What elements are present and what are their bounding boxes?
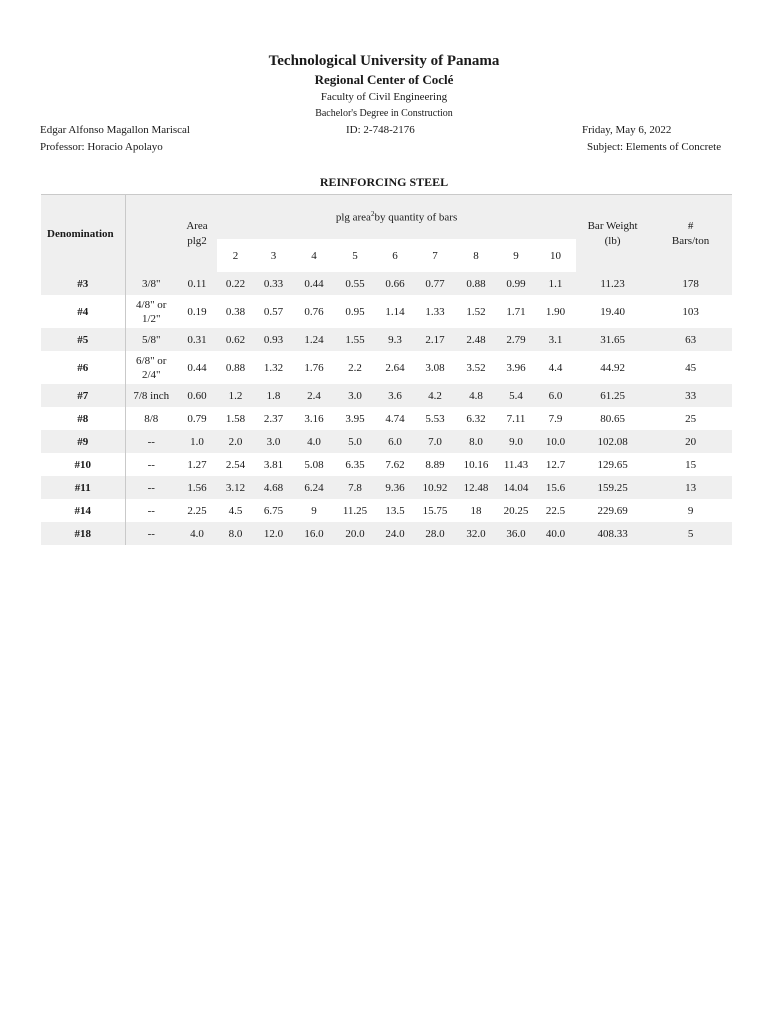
quantity-area-cell: 0.77 (415, 272, 455, 295)
quantity-area-cell: 1.52 (466, 305, 486, 318)
quantity-area-cell: 40.0 (535, 522, 576, 545)
quantity-area-cell: 0.22 (217, 272, 254, 295)
size-cell: 4/8" or 1/2" (136, 298, 167, 325)
bars-per-ton-cell: 9 (687, 504, 694, 517)
header-denomination: Denomination (41, 195, 125, 273)
quantity-area-cell: 0.33 (254, 272, 293, 295)
bars-per-ton-cell: 13 (649, 476, 732, 499)
area-cell: 0.11 (177, 272, 217, 295)
quantity-area-cell: 9.3 (375, 328, 415, 351)
quantity-area-cell: 0.88 (225, 361, 246, 374)
size-cell: -- (147, 504, 155, 517)
quantity-area-cell: 1.14 (385, 305, 405, 318)
bar-weight-cell: 11.23 (576, 272, 649, 295)
faculty-title: Faculty of Civil Engineering (320, 91, 448, 103)
area-cell: 0.19 (187, 305, 207, 318)
quantity-area-cell: 14.04 (497, 476, 535, 499)
quantity-area-cell: 1.1 (535, 272, 576, 295)
table-row (41, 351, 732, 384)
quantity-area-cell: 2.48 (455, 328, 497, 351)
quantity-area-cell: 24.0 (375, 522, 415, 545)
size-cell: 7/8 inch (125, 384, 177, 407)
student-name: Edgar Alfonso Magallon Mariscal (40, 124, 190, 136)
quantity-area-cell: 5.0 (335, 430, 375, 453)
area-cell: 0.31 (177, 328, 217, 351)
quantity-area-cell: 2.0 (217, 430, 254, 453)
quantity-area-cell: 16.0 (293, 522, 335, 545)
quantity-area-cell: 4.2 (415, 384, 455, 407)
bars-per-ton-cell: 5 (649, 522, 732, 545)
table-title: REINFORCING STEEL (319, 175, 449, 189)
table-row (41, 453, 732, 476)
quantity-area-cell: 7.11 (506, 412, 526, 425)
table-row (41, 272, 732, 295)
quantity-area-cell: 9.0 (497, 430, 535, 453)
quantity-area-cell: 7.9 (548, 412, 563, 425)
bars-per-ton-cell: 15 (685, 458, 697, 471)
quantity-area-cell: 1.58 (225, 412, 246, 425)
denomination-cell: #18 (41, 522, 125, 545)
quantity-area-cell: 12.7 (545, 458, 566, 471)
size-cell: -- (125, 522, 177, 545)
bar-weight-cell: 408.33 (576, 522, 649, 545)
quantity-area-cell: 9.36 (375, 476, 415, 499)
quantity-area-cell: 5.08 (304, 458, 324, 471)
reinforcing-steel-table (41, 194, 732, 545)
area-cell: 0.60 (177, 384, 217, 407)
quantity-area-cell: 7.8 (335, 476, 375, 499)
quantity-area-cell: 4.0 (293, 430, 335, 453)
quantity-area-cell: 12.0 (254, 522, 293, 545)
quantity-area-cell: 0.57 (263, 305, 284, 318)
quantity-area-cell: 11.25 (342, 504, 368, 517)
quantity-area-cell: 5.4 (497, 384, 535, 407)
bar-weight-cell: 129.65 (597, 458, 628, 471)
table-row (41, 499, 732, 522)
quantity-area-cell: 18 (470, 504, 482, 517)
quantity-area-cell: 1.33 (425, 305, 445, 318)
area-cell: 1.56 (177, 476, 217, 499)
size-cell: -- (147, 458, 155, 471)
quantity-area-cell: 10.92 (415, 476, 455, 499)
table-row (41, 522, 732, 545)
quantity-area-cell: 5.53 (425, 412, 445, 425)
quantity-area-cell: 3.52 (466, 361, 486, 374)
quantity-area-cell: 4.5 (228, 504, 243, 517)
university-title: Technological University of Panama (268, 53, 500, 69)
size-cell: 3/8" (125, 272, 177, 295)
bar-weight-cell: 61.25 (576, 384, 649, 407)
quantity-area-cell: 11.43 (503, 458, 529, 471)
header-qty-5: 5 (335, 239, 375, 272)
quantity-area-cell: 1.24 (293, 328, 335, 351)
denomination-cell: #5 (41, 328, 125, 351)
quantity-area-cell: 3.95 (345, 412, 365, 425)
header-bars-per-ton (649, 195, 732, 273)
quantity-area-cell: 32.0 (455, 522, 497, 545)
quantity-area-cell: 3.12 (217, 476, 254, 499)
quantity-area-cell: 7.62 (385, 458, 405, 471)
quantity-area-cell: 0.66 (375, 272, 415, 295)
quantity-area-cell: 15.75 (422, 504, 448, 517)
header-group-suffix: by quantity of bars (374, 211, 458, 224)
quantity-area-cell: 1.2 (217, 384, 254, 407)
size-cell: 8/8 (144, 412, 159, 425)
area-cell: 0.79 (187, 412, 207, 425)
bars-per-ton-cell: 33 (649, 384, 732, 407)
quantity-area-cell: 10.0 (535, 430, 576, 453)
quantity-area-cell: 3.81 (263, 458, 284, 471)
header-bar-weight (576, 195, 649, 273)
denomination-cell: #7 (41, 384, 125, 407)
header-qty-10: 10 (535, 239, 576, 272)
denomination-cell: #8 (41, 407, 125, 430)
quantity-area-cell: 6.32 (466, 412, 486, 425)
quantity-area-cell: 10.16 (463, 458, 489, 471)
quantity-area-cell: 1.71 (506, 305, 526, 318)
denomination-cell: #4 (41, 295, 125, 328)
quantity-area-cell: 4.8 (455, 384, 497, 407)
header-weight-line2: (lb) (604, 235, 621, 247)
bars-per-ton-cell: 103 (682, 305, 699, 318)
area-cell: 1.27 (187, 458, 207, 471)
quantity-area-cell: 2.17 (415, 328, 455, 351)
header-qty-8: 8 (455, 239, 497, 272)
quantity-area-cell: 3.6 (375, 384, 415, 407)
bar-weight-cell: 31.65 (576, 328, 649, 351)
quantity-area-cell: 20.0 (335, 522, 375, 545)
quantity-area-cell: 4.68 (254, 476, 293, 499)
quantity-area-cell: 1.55 (335, 328, 375, 351)
quantity-area-cell: 2.4 (293, 384, 335, 407)
quantity-area-cell: 20.25 (503, 504, 529, 517)
size-cell: -- (125, 476, 177, 499)
header-bars-line1: # (687, 220, 694, 232)
bar-weight-cell: 102.08 (576, 430, 649, 453)
header-area-line2: plg2 (187, 235, 207, 247)
denomination-cell: #14 (41, 499, 125, 522)
quantity-area-cell: 2.54 (225, 458, 246, 471)
table-row (41, 328, 732, 351)
bars-per-ton-cell: 45 (685, 361, 697, 374)
quantity-area-cell: 0.55 (335, 272, 375, 295)
quantity-area-cell: 0.93 (254, 328, 293, 351)
quantity-area-cell: 2.64 (385, 361, 405, 374)
quantity-area-cell: 12.48 (455, 476, 497, 499)
quantity-area-cell: 28.0 (415, 522, 455, 545)
header-qty-6: 6 (375, 239, 415, 272)
size-cell: -- (125, 430, 177, 453)
size-cell: 5/8" (125, 328, 177, 351)
quantity-area-cell: 3.16 (304, 412, 324, 425)
bar-weight-cell: 80.65 (600, 412, 625, 425)
professor-name: Professor: Horacio Apolayo (40, 141, 163, 153)
quantity-area-cell: 0.88 (455, 272, 497, 295)
area-cell: 1.0 (177, 430, 217, 453)
denomination-cell: #11 (41, 476, 125, 499)
header-weight-line1: Bar Weight (587, 220, 638, 232)
quantity-area-cell: 3.08 (425, 361, 445, 374)
quantity-area-cell: 2.79 (497, 328, 535, 351)
header-qty-4: 4 (293, 239, 335, 272)
degree-title: Bachelor's Degree in Construction (315, 108, 453, 119)
center-title: Regional Center of Coclé (314, 72, 454, 87)
quantity-area-cell: 22.5 (545, 504, 566, 517)
table-row (41, 407, 732, 430)
denomination-cell: #3 (41, 272, 125, 295)
quantity-area-cell: 4.74 (385, 412, 405, 425)
quantity-area-cell: 13.5 (385, 504, 405, 517)
quantity-area-cell: 6.0 (535, 384, 576, 407)
quantity-area-cell: 0.76 (304, 305, 324, 318)
header-quantity-group (217, 195, 576, 240)
quantity-area-cell: 6.24 (293, 476, 335, 499)
header-group-prefix: plg area (335, 211, 371, 224)
bar-weight-cell: 44.92 (600, 361, 625, 374)
bars-per-ton-cell: 25 (685, 412, 697, 425)
quantity-area-cell: 0.44 (293, 272, 335, 295)
quantity-area-cell: 0.62 (217, 328, 254, 351)
table-row (41, 384, 732, 407)
quantity-area-cell: 3.1 (535, 328, 576, 351)
table-row (41, 476, 732, 499)
header-qty-7: 7 (415, 239, 455, 272)
quantity-area-cell: 1.76 (304, 361, 324, 374)
document-date: Friday, May 6, 2022 (582, 124, 672, 136)
quantity-area-cell: 0.99 (497, 272, 535, 295)
quantity-area-cell: 8.0 (217, 522, 254, 545)
table-row (41, 295, 732, 328)
header-bars-line2: Bars/ton (671, 235, 710, 247)
quantity-area-cell: 0.95 (345, 305, 365, 318)
quantity-area-cell: 6.0 (375, 430, 415, 453)
quantity-area-cell: 3.96 (506, 361, 526, 374)
quantity-area-cell: 7.0 (415, 430, 455, 453)
header-size (125, 195, 177, 273)
table-row (41, 430, 732, 453)
quantity-area-cell: 3.0 (254, 430, 293, 453)
header-area (177, 195, 217, 273)
bars-per-ton-cell: 178 (649, 272, 732, 295)
area-cell: 4.0 (177, 522, 217, 545)
quantity-area-cell: 1.8 (254, 384, 293, 407)
quantity-area-cell: 2.2 (348, 361, 362, 374)
quantity-area-cell: 8.0 (455, 430, 497, 453)
header-qty-3: 3 (254, 239, 293, 272)
quantity-area-cell: 3.0 (335, 384, 375, 407)
quantity-area-cell: 9 (311, 504, 317, 517)
header-group-sup: 2 (370, 210, 375, 219)
area-cell: 2.25 (187, 504, 207, 517)
bar-weight-cell: 19.40 (600, 305, 625, 318)
student-id: ID: 2-748-2176 (346, 124, 415, 136)
denomination-cell: #6 (41, 351, 125, 384)
quantity-area-cell: 8.89 (425, 458, 445, 471)
quantity-area-cell: 1.90 (545, 305, 566, 318)
bar-weight-cell: 229.69 (597, 504, 628, 517)
denomination-cell: #9 (41, 430, 125, 453)
quantity-area-cell: 36.0 (497, 522, 535, 545)
quantity-area-cell: 15.6 (535, 476, 576, 499)
quantity-area-cell: 6.35 (345, 458, 365, 471)
subject-name: Subject: Elements of Concrete (587, 141, 722, 153)
quantity-area-cell: 2.37 (263, 412, 284, 425)
bars-per-ton-cell: 63 (649, 328, 732, 351)
bar-weight-cell: 159.25 (576, 476, 649, 499)
denomination-cell: #10 (41, 453, 125, 476)
header-qty-9: 9 (497, 239, 535, 272)
header-area-line1: Area (186, 220, 208, 232)
quantity-area-cell: 4.4 (548, 361, 563, 374)
size-cell: 6/8" or 2/4" (136, 354, 167, 381)
area-cell: 0.44 (187, 361, 207, 374)
quantity-area-cell: 1.32 (263, 361, 284, 374)
quantity-area-cell: 0.38 (225, 305, 246, 318)
bars-per-ton-cell: 20 (649, 430, 732, 453)
header-qty-2: 2 (217, 239, 254, 272)
quantity-area-cell: 6.75 (263, 504, 284, 517)
